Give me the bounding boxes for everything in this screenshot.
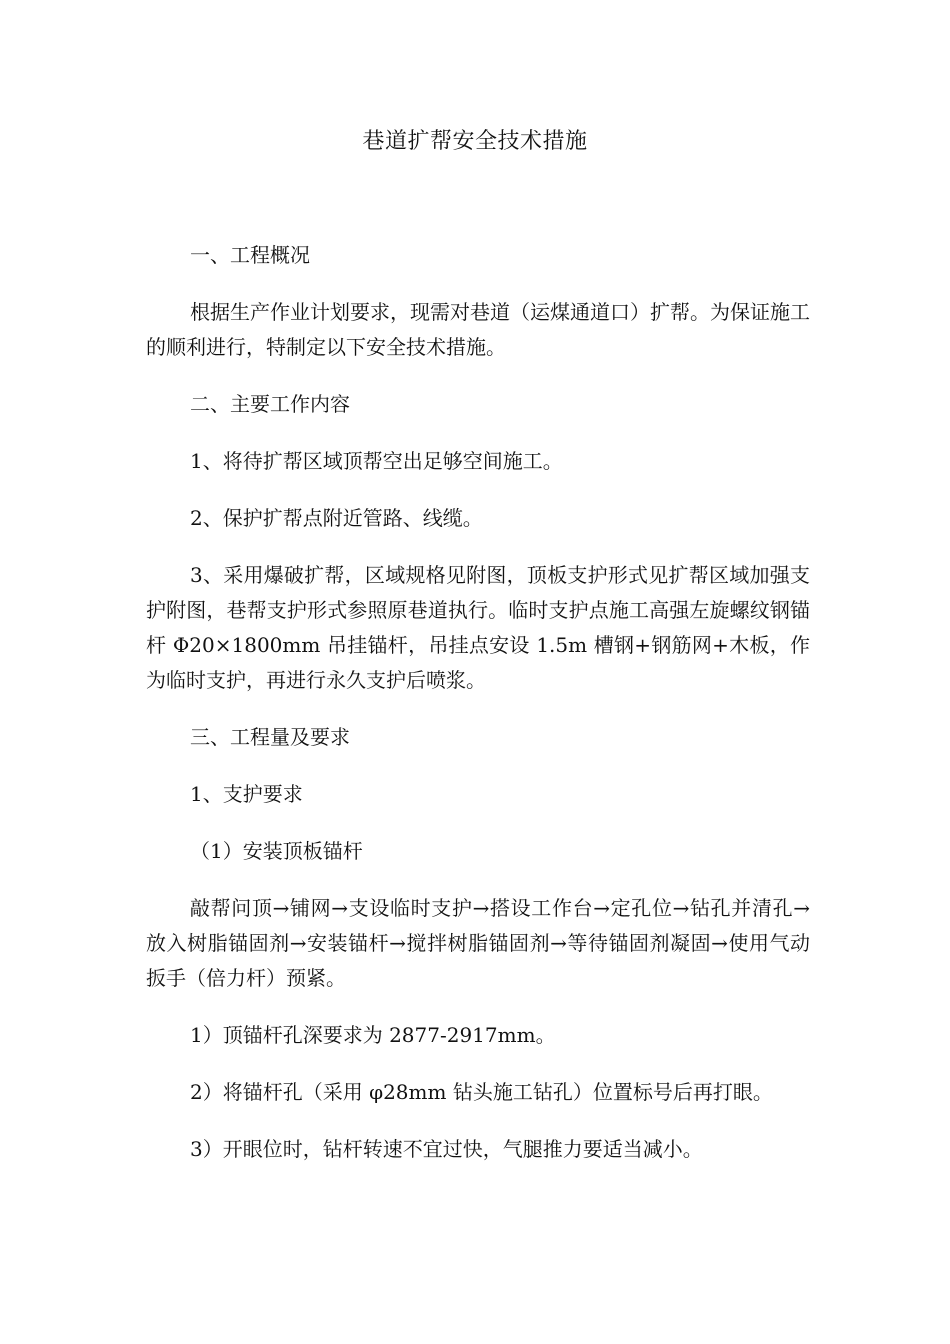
paragraph-overview: 根据生产作业计划要求，现需对巷道（运煤通道口）扩帮。为保证施工的顺利进行，特制定以下安全技术措施。 (146, 300, 810, 359)
subheading-roof-bolt: （1）安装顶板锚杆 (190, 839, 363, 863)
paragraph-procedure: 敲帮问顶→铺网→支设临时支护→搭设工作台→定孔位→钻孔并清孔→放入树脂锚固剂→安装锚杆→搅拌树脂锚固剂→等待锚固剂凝固→使用气动扳手（倍力杆）预紧。 (146, 896, 810, 990)
section-heading-quantity: 三、工程量及要求 (190, 725, 350, 749)
document-body (146, 238, 810, 1189)
list-item-work-2: 2、保护扩帮点附近管路、线缆。 (190, 506, 483, 530)
section-heading-main-work: 二、主要工作内容 (190, 392, 350, 416)
document-title: 巷道扩帮安全技术措施 (362, 129, 588, 154)
list-item-req-1: 1）顶锚杆孔深要求为 2877-2917mm。 (190, 1023, 556, 1047)
list-item-work-1: 1、将待扩帮区域顶帮空出足够空间施工。 (190, 449, 563, 473)
list-item-req-2: 2）将锚杆孔（采用 φ28mm 钻头施工钻孔）位置标号后再打眼。 (190, 1080, 773, 1104)
list-item-work-3: 3、采用爆破扩帮，区域规格见附图，顶板支护形式见扩帮区域加强支护附图，巷帮支护形式参照原巷道执行。临时支护点施工高强左旋螺纹钢锚杆 Φ20×1800mm 吊挂锚杆，吊挂点安设 1.5m 槽钢+钢筋网+木板，作为临时支护，再进行永久支护后喷浆。 (146, 563, 810, 692)
list-item-req-3: 3）开眼位时，钻杆转速不宜过快，气腿推力要适当减小。 (190, 1137, 703, 1161)
subheading-support: 1、支护要求 (190, 782, 303, 806)
section-heading-overview: 一、工程概况 (190, 243, 310, 267)
